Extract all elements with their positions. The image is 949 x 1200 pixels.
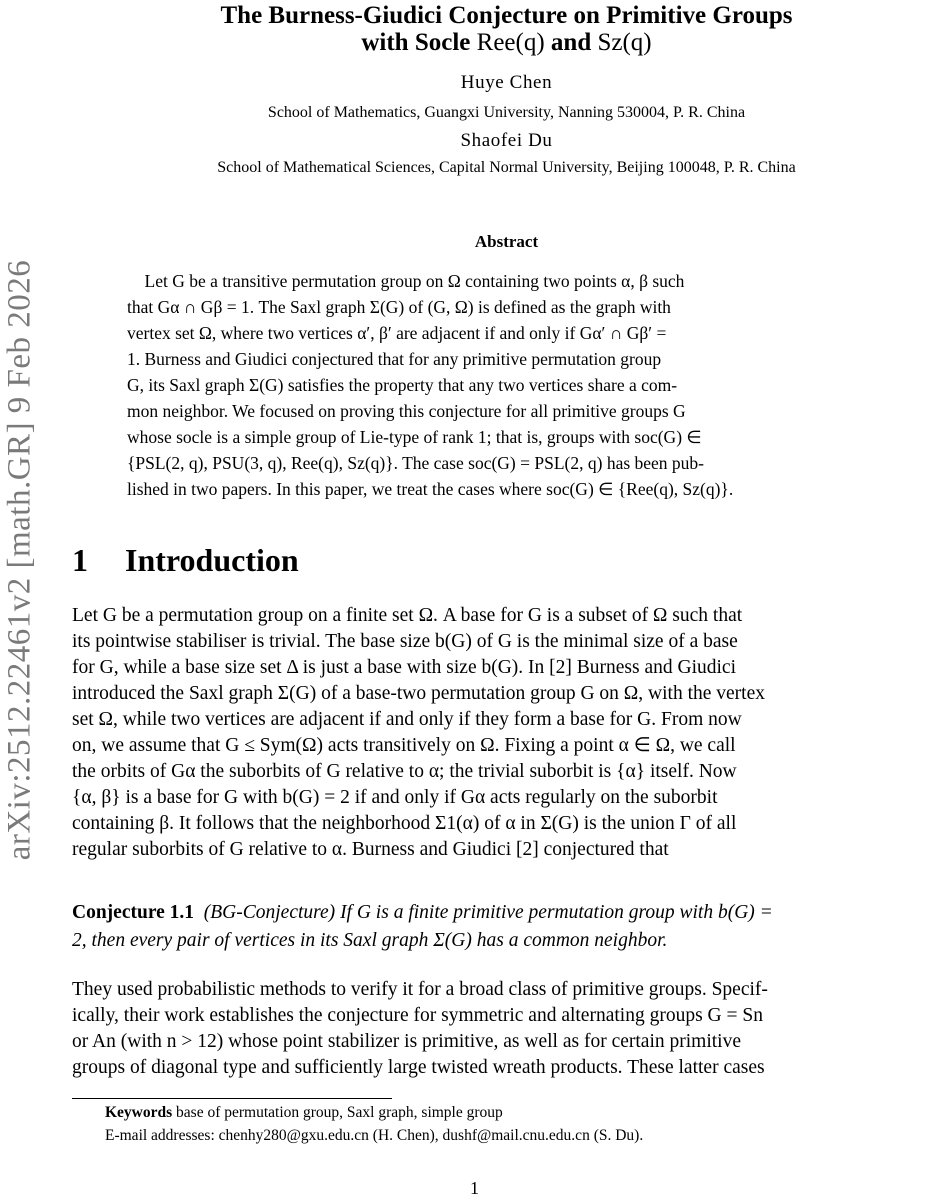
author-affiliation: School of Mathematical Sciences, Capital Normal University, Beijing 100048, P. R. China [217, 159, 796, 176]
abstract-line: vertex set Ω, where two vertices α′, β′ are adjacent if and only if Gα′ ∩ Gβ′ = [127, 323, 667, 343]
arxiv-identifier: arXiv:2512.22461v2 [math.GR] 9 Feb 2026 [1, 259, 38, 861]
conjecture-label: Conjecture 1.1 [72, 902, 195, 923]
body-line: its pointwise stabiliser is trivial. The base size b(G) of G is the minimal size of a base [72, 631, 738, 652]
abstract-line: Let G be a transitive permutation group on Ω containing two points α, β such [127, 271, 685, 291]
body-line: They used probabilistic methods to verify it for a broad class of primitive groups. Specif- [72, 979, 768, 1000]
abstract-line: lished in two papers. In this paper, we treat the cases where soc(G) ∈ {Ree(q), Sz(q)}. [127, 479, 734, 499]
author-name: Huye Chen [460, 72, 553, 93]
arxiv-stamp [0, 0, 46, 1200]
body-line: on, we assume that G ≤ Sym(Ω) acts transitively on Ω. Fixing a point α ∈ Ω, we call [72, 735, 736, 756]
keywords-label: Keywords [105, 1104, 173, 1121]
conjecture-name: (BG-Conjecture) [203, 902, 336, 923]
body-line: Let G be a permutation group on a finite set Ω. A base for G is a subset of Ω such that [72, 605, 743, 626]
body-line: or An (with n > 12) whose point stabilizer is primitive, as well as for certain primitive [72, 1031, 741, 1052]
footnote-divider [72, 1098, 392, 1099]
section-heading [72, 542, 299, 579]
paper-title-line1: The Burness-Giudici Conjecture on Primitive Groups [220, 2, 793, 29]
abstract-line: that Gα ∩ Gβ = 1. The Saxl graph Σ(G) of (G, Ω) is defined as the graph with [127, 297, 671, 317]
body-line: introduced the Saxl graph Σ(G) of a base-two permutation group G on Ω, with the vertex [72, 683, 765, 704]
body-line: {α, β} is a base for G with b(G) = 2 if and only if Gα acts regularly on the suborbit [72, 787, 718, 808]
conjecture-text: If G is a finite primitive permutation group with b(G) = [340, 902, 773, 923]
author-affiliation: School of Mathematics, Guangxi University, Nanning 530004, P. R. China [267, 104, 746, 121]
abstract-line: mon neighbor. We focused on proving this conjecture for all primitive groups G [127, 401, 686, 421]
keywords-footnote [105, 1104, 925, 1122]
body-line: containing β. It follows that the neighborhood Σ1(α) of α in Σ(G) is the union Γ of all [72, 813, 737, 834]
page-number: 1 [470, 1178, 479, 1198]
abstract-line: {PSL(2, q), PSU(3, q), Ree(q), Sz(q)}. The case soc(G) = PSL(2, q) has been pub- [127, 453, 705, 473]
abstract-heading: Abstract [474, 232, 539, 251]
paper-title-line2: with Socle Ree(q) and Sz(q) [361, 29, 652, 56]
keywords-text: base of permutation group, Saxl graph, simple group [176, 1104, 503, 1121]
body-line: for G, while a base size set Δ is just a base with size b(G). In [2] Burness and Giudici [72, 657, 737, 678]
abstract-line: 1. Burness and Giudici conjectured that for any primitive permutation group [127, 349, 662, 369]
conjecture-line [72, 900, 943, 926]
abstract-line: G, its Saxl graph Σ(G) satisfies the property that any two vertices share a com- [127, 375, 678, 395]
section-title: Introduction [125, 542, 299, 578]
body-line: set Ω, while two vertices are adjacent if and only if they form a base for G. From now [72, 709, 742, 730]
email-footnote: E-mail addresses: chenhy280@gxu.edu.cn (H. Chen), dushf@mail.cnu.edu.cn (S. Du). [105, 1127, 644, 1144]
body-line: the orbits of Gα the suborbits of G relative to α; the trivial suborbit is {α} itself. Now [72, 761, 737, 782]
body-line: groups of diagonal type and sufficiently large twisted wreath products. These latter cases [72, 1057, 765, 1078]
conjecture-text: 2, then every pair of vertices in its Saxl graph Σ(G) has a common neighbor. [72, 930, 668, 951]
body-line: ically, their work establishes the conjecture for symmetric and alternating groups G = Sn [72, 1005, 763, 1026]
body-line: regular suborbits of G relative to α. Burness and Giudici [2] conjectured that [72, 839, 669, 860]
section-number: 1 [72, 542, 88, 578]
abstract-line: whose socle is a simple group of Lie-type of rank 1; that is, groups with soc(G) ∈ [127, 427, 702, 447]
author-name: Shaofei Du [460, 130, 553, 151]
